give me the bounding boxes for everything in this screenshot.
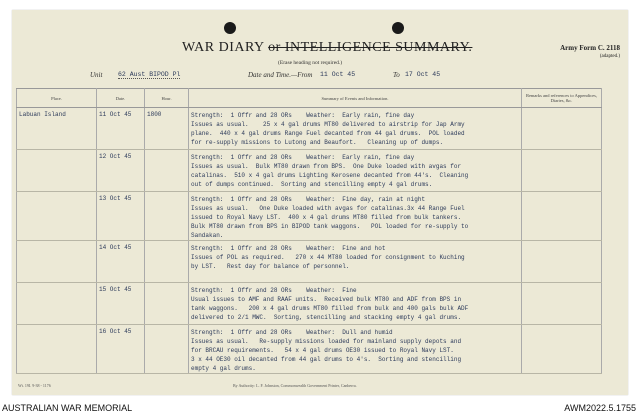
punch-hole-icon <box>224 22 236 34</box>
place-cell <box>17 241 97 283</box>
remarks-cell <box>522 241 602 283</box>
date-cell: 13 Oct 45 <box>97 192 145 241</box>
remarks-cell <box>522 108 602 150</box>
page-title: WAR DIARY or INTELLIGENCE SUMMARY. <box>182 40 473 55</box>
date-cell: 14 Oct 45 <box>97 241 145 283</box>
accession-number: AWM2022.5.1755 <box>564 403 636 413</box>
summary-cell: Strength: 1 Offr and 28 ORs Weather: Fine Usual issues to AMF and RAAF units. Received bulk MT80 and ADF from BPS in tank waggons. 200 x 4 gal drums MT80 filled from bulk and 400 gals bulk ADF delivered to 2/1 MWC. Sorting, stencilling and stacking empty 4 gal drums. <box>189 283 522 325</box>
date-from: 11 Oct 45 <box>320 71 356 78</box>
hour-cell <box>145 192 189 241</box>
table-row <box>17 192 602 241</box>
hour-cell: 1800 <box>145 108 189 150</box>
date-to: 17 Oct 45 <box>405 71 441 78</box>
column-header: Place. <box>17 89 97 108</box>
date-cell: 11 Oct 45 <box>97 108 145 150</box>
printer-credit: By Authority: L. F. Johnston, Commonwealth Government Printer, Canberra. <box>233 383 357 388</box>
summary-cell: Strength: 1 Offr and 28 ORs Weather: Early rain, fine day Issues as usual. 25 x 4 gal drums MT80 delivered to airstrip for Jap Army plane. 440 x 4 gal drums Range Fuel decanted from 44 gal drums. POL loaded for re-supply missions to Lutong and Beaufort. Cleaning up of dumps. <box>189 108 522 150</box>
place-cell <box>17 150 97 192</box>
summary-cell: Strength: 1 Offr and 28 ORs Weather: Early rain, fine day Issues as usual. Bulk MT80 drawn from BPS. One Duke loaded with avgas for catalinas. 510 x 4 gal drums Lighting Kerosene decanted from 44's. Cleaning out of dumps continued. Sorting and stencilling empty 4 gal drums. <box>189 150 522 192</box>
table-header-row <box>17 89 602 108</box>
hour-cell <box>145 283 189 325</box>
date-cell: 16 Oct 45 <box>97 325 145 374</box>
diary-table <box>16 88 602 374</box>
remarks-cell <box>522 283 602 325</box>
punch-hole-icon <box>392 22 404 34</box>
hour-cell <box>145 325 189 374</box>
remarks-cell <box>522 325 602 374</box>
summary-cell: Strength: 1 Offr and 28 ORs Weather: Fine and hot Issues of POL as required. 270 x 44 MT80 loaded for consignment to Kuching by LST. Rest day for balance of personnel. <box>189 241 522 283</box>
place-cell <box>17 325 97 374</box>
date-label: Date and Time.—From <box>248 71 313 79</box>
unit-value: 62 Aust BIPOD Pl <box>118 71 181 78</box>
remarks-cell <box>522 192 602 241</box>
remarks-cell <box>522 150 602 192</box>
column-header: Date. <box>97 89 145 108</box>
place-cell <box>17 283 97 325</box>
column-header: Hour. <box>145 89 189 108</box>
table-row <box>17 150 602 192</box>
date-cell: 15 Oct 45 <box>97 283 145 325</box>
print-code: Wt. 19I. 9-38 - 1176 <box>18 383 51 388</box>
table-row <box>17 325 602 374</box>
place-cell: Labuan Island <box>17 108 97 150</box>
table-row <box>17 108 602 150</box>
to-label: To <box>393 71 400 79</box>
archive-name: AUSTRALIAN WAR MEMORIAL <box>2 403 133 413</box>
summary-cell: Strength: 1 Offr and 28 ORs Weather: Dull and humid Issues as usual. Re-supply missions loaded for mainland supply depots and for BRCAU requirements. 54 x 4 gal drums OE30 issued to Royal Navy LST. 3 x 44 OE30 oil decanted from 44 gal drums to 4's. Sorting and stencilling empty 4 gal drums. <box>189 325 522 374</box>
summary-cell: Strength: 1 Offr and 28 ORs Weather: Fine day, rain at night Issues as usual. One Duke loaded with avgas for catalinas.3x 44 Range Fuel issued to Royal Navy LST. 400 x 4 gal drums MT80 filled from bulk tankers. Bulk MT80 drawn from BPS in BIPOD tank waggons. POL loaded for re-supply to Sandakan. <box>189 192 522 241</box>
hour-cell <box>145 241 189 283</box>
hour-cell <box>145 150 189 192</box>
column-header: Remarks and references to Appendices, Diaries, &c. <box>522 89 602 108</box>
unit-row <box>80 71 600 85</box>
table-row <box>17 283 602 325</box>
date-cell: 12 Oct 45 <box>97 150 145 192</box>
unit-label: Unit <box>90 71 103 79</box>
caption-bar <box>0 401 640 416</box>
column-header: Summary of Events and Information. <box>189 89 522 108</box>
place-cell <box>17 192 97 241</box>
title-note: (Erase heading not required.) <box>278 60 343 66</box>
table-row <box>17 241 602 283</box>
form-number: Army Form C. 2118 (adapted.) <box>560 44 620 59</box>
